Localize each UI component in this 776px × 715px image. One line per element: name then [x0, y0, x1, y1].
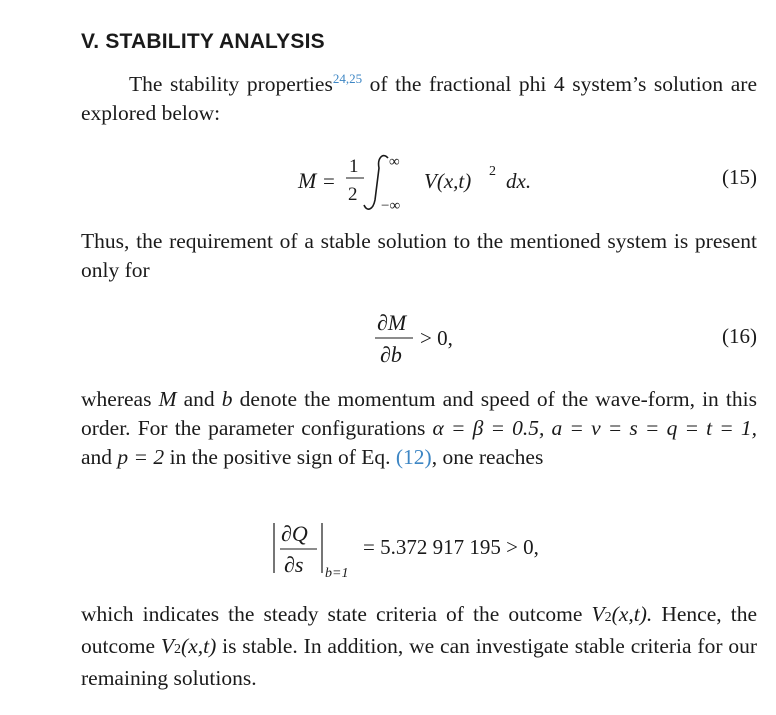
intro-text-end: of the fractional phi 4 system’s solution are explored below:	[81, 72, 757, 125]
paragraph-conclusion	[81, 600, 757, 693]
eq15-equals: =	[323, 169, 335, 193]
derivative-formula	[271, 517, 601, 587]
intro-text: The stability properties	[129, 72, 333, 96]
eq16-relation: > 0,	[420, 326, 453, 350]
eq15-frac-num: 1	[349, 156, 359, 177]
symbol-M: M	[158, 387, 177, 411]
citation-link[interactable]: 24,25	[332, 70, 363, 86]
equation-15	[81, 150, 757, 212]
eq17-value: = 5.372 917 195 > 0,	[363, 535, 539, 559]
equation-15-formula	[291, 150, 591, 216]
param-text-7: , one reaches	[431, 445, 544, 469]
section-heading: V. STABILITY ANALYSIS	[81, 30, 325, 53]
symbol-V2-first-subscript: 2	[604, 610, 612, 625]
param-text-6: in the positive sign of Eq.	[164, 445, 396, 469]
eq15-lower-limit: −∞	[381, 198, 401, 214]
paragraph-parameters	[81, 385, 757, 472]
condition-alpha-beta: α = β = 0.5,	[432, 416, 545, 440]
equation-16-formula	[375, 306, 495, 370]
eq15-lhs: M	[298, 168, 317, 193]
param-text-2: and	[176, 387, 222, 411]
eq17-denominator: ∂s	[284, 552, 304, 577]
equation-number-16: (16)	[722, 324, 757, 348]
eq17-numerator: ∂Q	[281, 521, 308, 546]
condition-p: p = 2	[117, 445, 165, 469]
eq15-frac-den: 2	[348, 184, 358, 205]
symbol-V2-second: V	[160, 634, 175, 658]
eq17-evaluation-subscript: b=1	[325, 566, 349, 581]
condition-a-v-s-q-t: a = v = s = q = t = 1,	[551, 416, 758, 440]
eq16-denominator: ∂b	[380, 342, 402, 367]
param-space	[544, 416, 551, 440]
symbol-b: b	[221, 387, 233, 411]
symbol-V2-second-args: (x,t)	[181, 634, 217, 658]
equation-number-15: (15)	[722, 165, 757, 189]
equation-reference-link[interactable]: (12)	[395, 445, 432, 469]
eq15-integrand: V(x,t)	[424, 169, 472, 193]
equation-derivative-evaluation	[81, 517, 757, 587]
eq15-power: 2	[489, 164, 496, 179]
conclusion-text-1: which indicates the steady state criteria of the outcome	[81, 602, 592, 626]
conclusion-text-3: is stable. In addition, we can investigate stable criteria for our remaining solutions.	[81, 634, 757, 690]
param-text-5: and	[81, 445, 118, 469]
conclusion-text-2: Hence, the outcome	[81, 602, 758, 658]
param-text-3: denote the momentum and speed of the wave-form, in this order. For the parameter configurations	[81, 387, 757, 440]
eq15-upper-limit: ∞	[389, 154, 400, 170]
paragraph-requirement: Thus, the requirement of a stable solution to the mentioned system is present only for	[81, 229, 757, 282]
symbol-V2-first: V	[591, 602, 605, 626]
param-text-1: whereas	[81, 387, 159, 411]
symbol-V2-second-subscript: 2	[174, 642, 182, 657]
symbol-V2-first-args: (x,t).	[611, 602, 653, 626]
eq15-differential: dx.	[506, 169, 532, 193]
eq16-numerator: ∂M	[377, 310, 407, 335]
equation-16	[81, 306, 757, 370]
paragraph-intro	[81, 70, 757, 128]
